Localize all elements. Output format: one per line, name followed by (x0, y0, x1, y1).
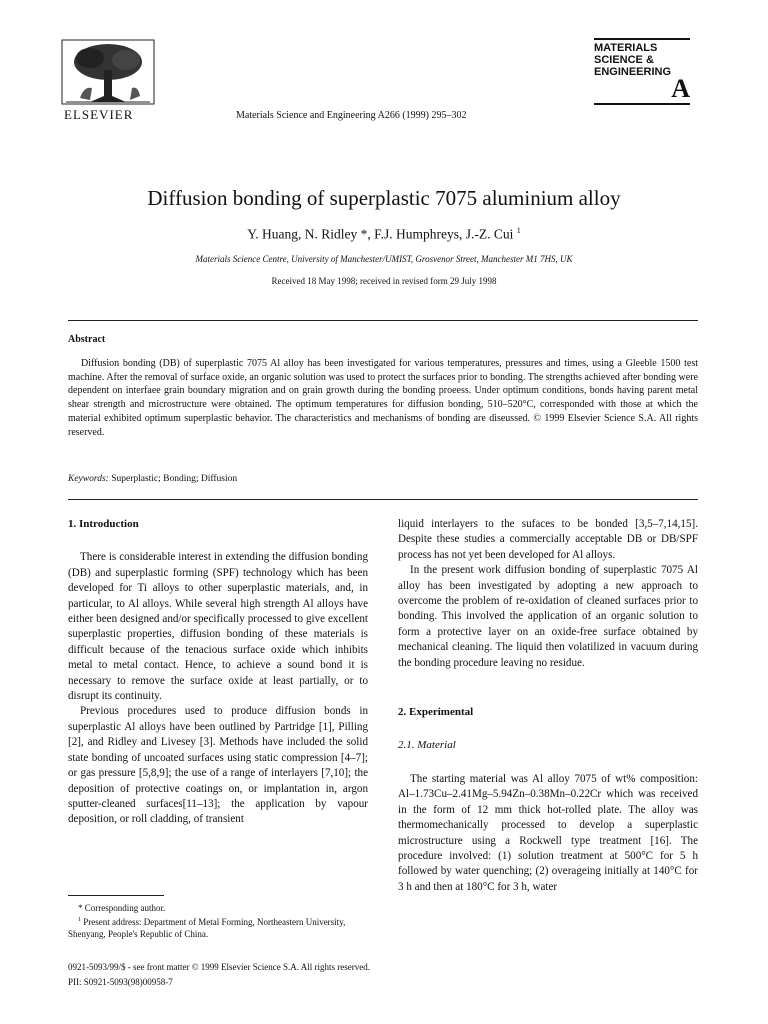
received-dates: Received 18 May 1998; received in revised form 29 July 1998 (271, 276, 497, 286)
publisher-name: ELSEVIER (64, 107, 134, 122)
footnote-marker: 1 (78, 917, 81, 923)
journal-citation: Materials Science and Engineering A266 (1999) 295–302 (236, 110, 467, 121)
footnote-rule (68, 895, 164, 896)
journal-mark-section: A (671, 74, 690, 103)
affiliation: Materials Science Centre, University of Manchester/UMIST, Grosvenor Street, Manchester M1 7HS, UK (195, 254, 573, 264)
abstract-bottom-rule (68, 499, 698, 500)
keywords-label: Keywords: (68, 474, 109, 484)
journal-mark-line-2: SCIENCE & (594, 54, 654, 66)
abstract-text: Diffusion bonding (DB) of superplastic 7075 Al alloy has been investigated for various temperatures, pressures and times, using a Gleeble 1500 test machine. After the removal of surface oxide, an organic solution was used to protect the surfaces prior to bonding. The strengths achieved after bonding were dependent on interfaee grain boundary migration and on grain growth during the bonding proeess. Under optimum conditions, bonds having parent metal shear strength and microstructure were obtained. The optimum temperatures for diffusion bonding, 510–520°C, corresponded with those at which the material exhibited optimum superplastic behavior. The characteristics and mechanisms of bonding are diseussed. © 1999 Elsevier Science S.A. All rights reserved. (68, 358, 698, 438)
authors (0, 226, 768, 243)
journal-mark (594, 38, 690, 105)
keywords-value: Superplastic; Bonding; Diffusion (111, 474, 238, 484)
intro-paragraph-3: In the present work diffusion bonding of superplastic 7075 Al alloy has been investigated by adopting a new approach to overcome the problem of re-oxidation of cleaned surfaces prior to bonding. This involved the application of an organic solution to form a protective layer on an oxide-free surface obtained by mechanical cleaning. The liquid then volatilized in vacuum during the bonding procedure leaving no residue. (398, 564, 698, 669)
footnote-present-address-text: Present address: Department of Metal Forming, Northeastern University, Shenyang, People's Republic of China. (68, 917, 346, 939)
section-heading-introduction: 1. Introduction (68, 518, 139, 530)
journal-mark-line-1: MATERIALS (594, 42, 658, 54)
keywords (68, 474, 237, 484)
author-list: Y. Huang, N. Ridley *, F.J. Humphreys, J.-Z. Cui (247, 226, 514, 242)
author-note-marker: 1 (516, 226, 521, 235)
footer-copyright: 0921-5093/99/$ - see front matter © 1999 Elsevier Science S.A. All rights reserved. (68, 962, 371, 972)
abstract-heading: Abstract (68, 334, 106, 345)
body-column-right (398, 517, 698, 895)
footnotes (68, 902, 368, 940)
footer-pii: PII: S0921-5093(98)00958-7 (68, 977, 173, 987)
footnote-corresponding: * Corresponding author. (78, 903, 166, 913)
abstract-top-rule (68, 320, 698, 321)
elsevier-tree-logo-icon (60, 38, 156, 106)
footnote-present-address (68, 914, 368, 940)
intro-paragraph-2-continued: liquid interlayers to the sufaces to be bonded [3,5–7,14,15]. Despite these studies a commercially acceptable DB or DB/SPF process has not yet been developed for Al alloys. (398, 518, 698, 561)
material-paragraph: The starting material was Al alloy 7075 of wt% composition: Al–1.73Cu–2.41Mg–5.94Zn–0.38Mn–0.22Cr which was received in the form of 12 mm thick hot-rolled plate. The alloy was thermomechanically processed to develop a superplastic microstructure using a Rockwell type treatment [16]. The procedure involved: (1) solution treatment at 500°C for 5 h followed by water quenching; (2) overageing initially at 140°C for 3 h and then at 180°C for 3 h, water (398, 772, 698, 893)
intro-paragraph-1: There is considerable interest in extending the diffusion bonding (DB) and superplastic forming (SPF) technology which has been developed for Ti alloys to other superplastic materials, and, in particular, to Al alloys. While several high strength Al alloys have either been designed and/or specifically processed to give excellent superplastic properties, diffusion bonding of these materials is difficult because of the tenacious surface oxide which inhibits metal to metal contact. Hence, to achieve a sound bond it is necessary to remove the surface oxide at least partially, or to disrupt its continuity. (68, 551, 368, 703)
paper-title: Diffusion bonding of superplastic 7075 aluminium alloy (147, 186, 621, 210)
subsection-heading-material: 2.1. Material (398, 739, 456, 752)
body-column-left (68, 517, 368, 828)
intro-paragraph-2: Previous procedures used to produce diffusion bonds in superplastic Al alloys have been outlined by Partridge [1], Pilling [2], and Ridley and Livesey [3]. Methods have included the solid state bonding of uncoated surfaces using static compression [4–7]; or gas pressure [5,8,9]; the use of a range of interlayers [7,10]; the deposition of protective coatings on, or implantation in, argon sputter-cleaned surfaces[11–13]; the application by vapour deposition, or roll cladding, of transient (68, 705, 368, 826)
section-heading-experimental: 2. Experimental (398, 706, 474, 719)
journal-mark-line-3: ENGINEERING (594, 66, 672, 78)
page-footer (68, 960, 370, 990)
